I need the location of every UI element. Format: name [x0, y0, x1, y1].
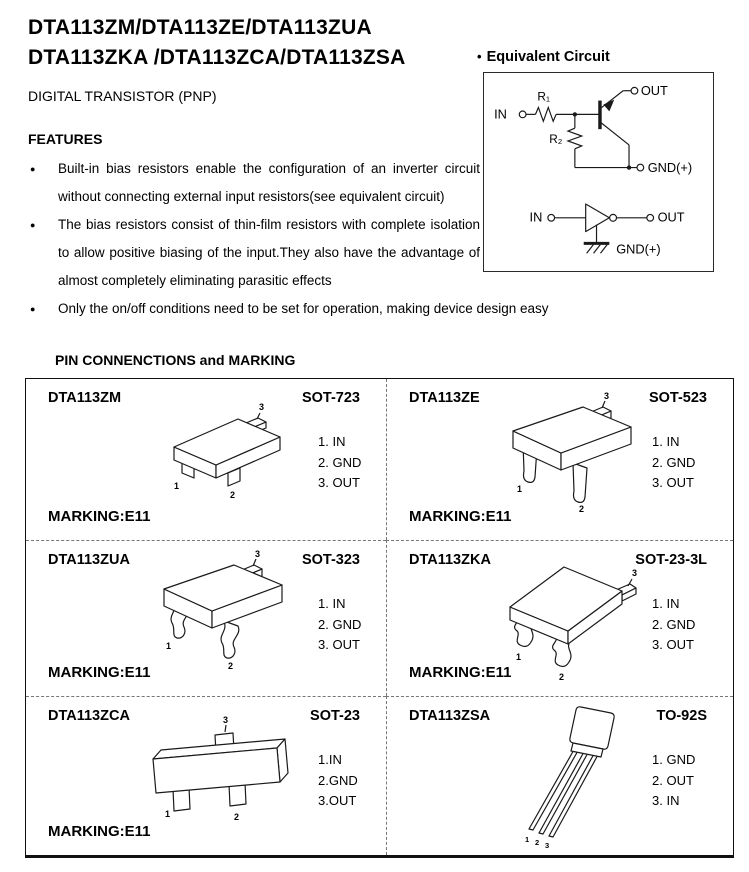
- svg-text:3: 3: [545, 841, 550, 850]
- svg-text:1: 1: [525, 835, 530, 844]
- feature-item: [28, 211, 480, 295]
- pin-item: 2. GND: [652, 616, 696, 632]
- feature-item: [28, 155, 480, 211]
- pin-list: [318, 432, 361, 494]
- package-name: SOT-23: [310, 708, 360, 724]
- circuit-r1-label: R₁: [537, 89, 550, 104]
- part-name: DTA113ZKA: [409, 552, 491, 568]
- package-name: TO-92S: [656, 708, 707, 724]
- bullet-icon: ●: [30, 164, 36, 174]
- pin-item: 1. IN: [652, 596, 680, 611]
- part-name: DTA113ZM: [48, 390, 122, 406]
- part-name: DTA113ZSA: [409, 708, 491, 724]
- svg-text:2: 2: [579, 504, 585, 514]
- svg-text:3: 3: [632, 568, 638, 578]
- pin-cell-dta113ze: [386, 379, 733, 540]
- pin-item: 2.GND: [318, 772, 358, 788]
- package-drawing-sot323: [138, 549, 298, 679]
- circuit-out-label: OUT: [640, 83, 668, 99]
- svg-text:1: 1: [166, 641, 172, 651]
- package-name: SOT-523: [648, 390, 707, 406]
- marking-label: MARKING:E11: [48, 508, 151, 525]
- svg-text:2: 2: [559, 672, 565, 682]
- pin-item: 3. IN: [652, 793, 680, 808]
- features-heading: FEATURES: [28, 131, 103, 147]
- pin-list: [652, 594, 695, 656]
- pin-item: 3. OUT: [652, 475, 694, 490]
- package-drawing-to92s: [495, 701, 630, 859]
- svg-text:3: 3: [255, 549, 261, 559]
- circuit-out-label: OUT: [657, 209, 685, 225]
- svg-text:1: 1: [174, 481, 180, 491]
- marking-label: MARKING:E11: [48, 664, 151, 681]
- circuit-in-label: IN: [529, 209, 543, 225]
- svg-text:2: 2: [230, 490, 236, 500]
- svg-text:1: 1: [516, 652, 522, 662]
- package-name: SOT-23-3L: [635, 552, 707, 568]
- pin-item: 1. GND: [652, 752, 696, 767]
- bullet-icon: ●: [30, 304, 36, 314]
- pin-cell-dta113zua: [26, 540, 386, 696]
- pin-item: 3. OUT: [318, 475, 360, 490]
- pin-list: [318, 594, 361, 656]
- circuit-gnd-label: GND(+): [647, 159, 693, 175]
- svg-text:3: 3: [223, 715, 229, 725]
- pin-cell-dta113zka: [386, 540, 733, 696]
- pin-cell-dta113zca: [26, 696, 386, 855]
- svg-text:2: 2: [234, 812, 240, 822]
- svg-text:1: 1: [165, 809, 171, 819]
- marking-label: MARKING:E11: [48, 823, 151, 840]
- package-drawing-sot23: [131, 713, 296, 828]
- pin-item: 3. OUT: [652, 637, 694, 652]
- equivalent-circuit-heading: • Equivalent Circuit: [477, 49, 610, 65]
- bullet-icon: ●: [30, 220, 36, 230]
- page-subtitle: DIGITAL TRANSISTOR (PNP): [28, 88, 217, 104]
- circuit-in-label: IN: [494, 106, 507, 122]
- pin-item: 2. GND: [318, 616, 362, 632]
- pin-cell-dta113zm: [26, 379, 386, 540]
- marking-label: MARKING:E11: [409, 664, 512, 681]
- pin-item: 1. IN: [652, 434, 680, 449]
- package-drawing-sot723: [146, 397, 306, 517]
- svg-text:1: 1: [517, 484, 523, 494]
- pin-item: 1.IN: [318, 752, 342, 767]
- feature-text: Only the on/off conditions need to be set for operation, making device design easy: [58, 301, 549, 316]
- pin-list: [652, 432, 695, 494]
- pin-list: [652, 750, 695, 812]
- circuit-r2-label: R₂: [549, 131, 563, 146]
- part-name: DTA113ZUA: [48, 552, 130, 568]
- pin-cell-dta113zsa: [386, 696, 733, 855]
- svg-text:2: 2: [535, 838, 540, 847]
- marking-label: MARKING:E11: [409, 508, 512, 525]
- pin-item: 1. IN: [318, 596, 346, 611]
- page-title-line2: DTA113ZKA /DTA113ZCA/DTA113ZSA: [28, 46, 406, 69]
- feature-item: [28, 295, 720, 323]
- part-name: DTA113ZE: [409, 390, 480, 406]
- feature-text: The bias resistors consist of thin-film resistors with complete isolation to allow positive biasing of the input.They also have the advantage of almost completely eliminating parasitic effects: [58, 217, 480, 288]
- pin-item: 2. GND: [318, 454, 362, 470]
- svg-text:2: 2: [228, 661, 234, 671]
- bullet-icon: •: [477, 49, 482, 64]
- pin-list: [318, 750, 358, 812]
- package-drawing-sot523: [487, 391, 647, 521]
- equivalent-circuit-diagram: [484, 73, 712, 270]
- pin-connections-table: [25, 378, 734, 858]
- pin-connections-heading: PIN CONNENCTIONS and MARKING: [55, 352, 296, 368]
- page-title-line1: DTA113ZM/DTA113ZE/DTA113ZUA: [28, 16, 372, 39]
- pin-item: 1. IN: [318, 434, 346, 449]
- package-name: SOT-723: [301, 390, 360, 406]
- pin-item: 2. OUT: [652, 772, 694, 788]
- feature-text: Built-in bias resistors enable the configuration of an inverter circuit without connecting external input resistors(see equivalent circuit): [58, 161, 480, 204]
- pin-item: 3.OUT: [318, 793, 357, 808]
- pin-item: 2. GND: [652, 454, 696, 470]
- svg-text:3: 3: [604, 391, 610, 401]
- equivalent-circuit-box: [483, 72, 714, 272]
- svg-text:3: 3: [259, 402, 265, 412]
- package-name: SOT-323: [301, 552, 360, 568]
- circuit-gnd-label: GND(+): [616, 241, 661, 257]
- part-name: DTA113ZCA: [48, 708, 130, 724]
- pin-item: 3. OUT: [318, 637, 360, 652]
